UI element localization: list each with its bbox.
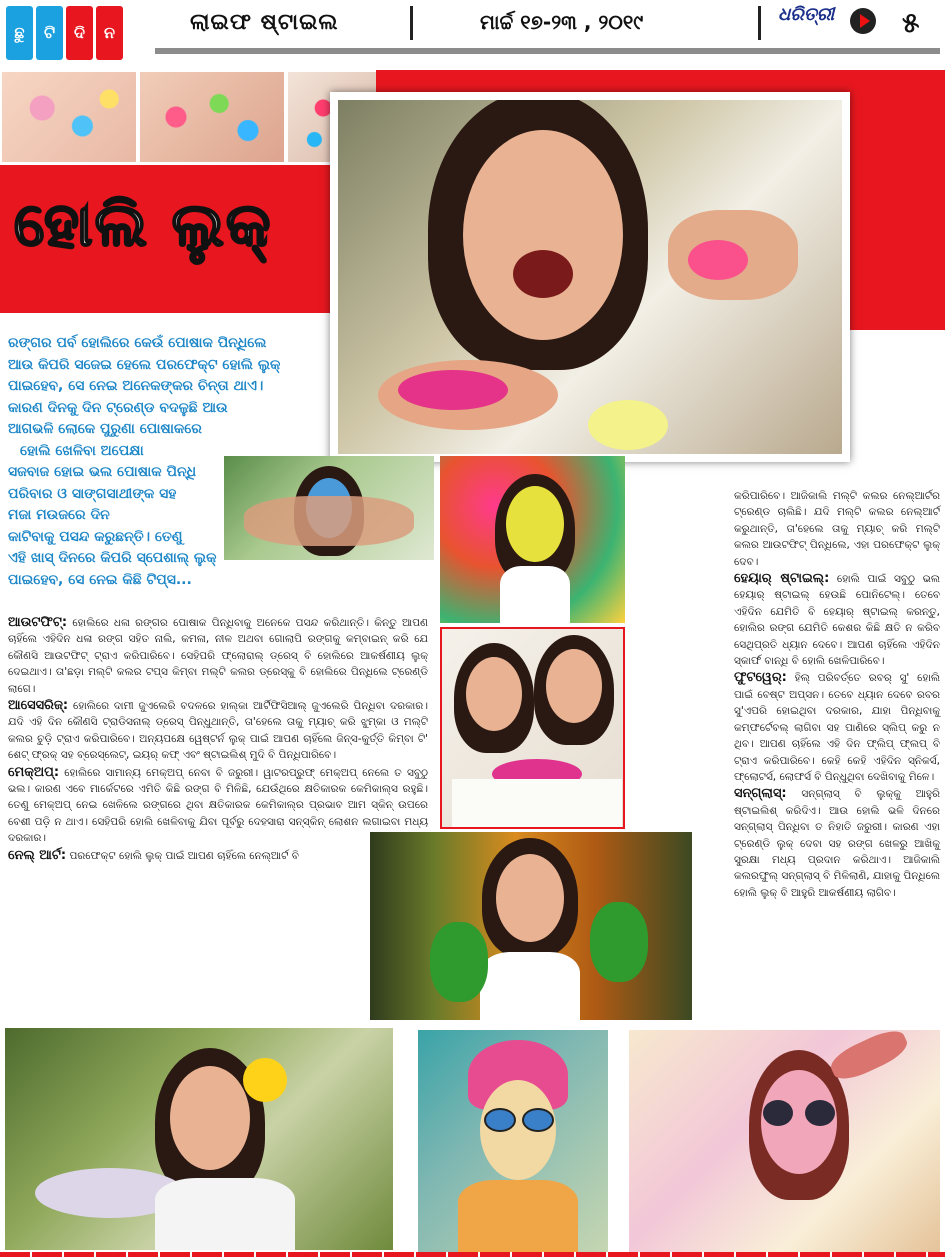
section-heading: ଆସେସରିଜ୍:: [8, 698, 69, 714]
article-paragraph: [734, 488, 940, 570]
photo-girl-round-glasses: [629, 1030, 940, 1252]
section-heading: ନେଲ୍ ଆର୍ଟ:: [8, 847, 67, 863]
section-text: ପରଫେକ୍ଟ ହୋଲି ଲୁକ୍ ପାଇଁ ଆପଣ ଚାହିଁଲେ ନେଲ୍‌ଆର୍ଟ ବି: [69, 849, 299, 862]
section-text: ହୋଲିରେ ଧଳା ରଙ୍ଗର ପୋଷାକ ପିନ୍ଧିବାକୁ ଅନେକେ ପସନ୍ଦ କରିଥାନ୍ତି। କିନ୍ତୁ ଆପଣ ଚାହିଁଲେ ଏହିଦିନ ଧଳା ରଙ୍ଗ ସହିତ ନାଲି, କମଳା, ନୀଳ ଅଥବା ଗୋଲାପି ରଙ୍ଗକୁ କମ୍ବାଇନ୍ କରି ଯେ କୌଣସି ଆଉଟଫିଟ୍ ଟ୍ରାଏ କରିପାରିବେ। ସେହିପରି ଫ୍ଲୋରାଲ୍ ଡ୍ରେସ୍ ବି ହୋଲିରେ ଆକର୍ଷଣୀୟ ଲୁକ୍ ଦେଇଥାଏ। ତା'ଛଡ଼ା ମଲ୍ଟି କଲର ଟପ୍ସ କିମ୍ବା ମଲ୍ଟି କଲର ଡ୍ରେସ୍‌କୁ ବି ହୋଲିରେ ପିନ୍ଧିଲେ ଟ୍ରେଣ୍ଡି ଲାଗେ।: [8, 617, 428, 695]
article-paragraph: [734, 571, 940, 669]
article-paragraph: [8, 698, 428, 764]
intro-line: କାଟିବାକୁ ପସନ୍ଦ କରୁଛନ୍ତି। ତେଣୁ: [8, 528, 183, 545]
header-rule: [155, 48, 940, 54]
intro-line: ପାଇହେବ, ସେ ନେଇ କିଛି ଟିପ୍ସ...: [8, 571, 192, 588]
section-heading: ଫୁଟୱେର୍:: [734, 670, 787, 686]
intro-line: ମଜା ମଉଜରେ ଦିନ: [8, 507, 110, 523]
section-text: ସନ୍‌ଗ୍ଲାସ୍ ବି ଲୁକ୍‌କୁ ଆହୁରି ଷ୍ଟାଇଲିଶ୍ କରିଦିଏ। ଆଉ ହୋଲି ଭଳି ଦିନରେ ସନ୍‌ଗ୍ଲାସ୍ ପିନ୍ଧିବା ତ ନିହାତି ଜରୁରୀ। କାରଣ ଏହା ଟ୍ରେଣ୍ଡି ଲୁକ୍ ଦେବା ସହ ରଙ୍ଗ ଖେଳରୁ ଆଖିକୁ ସୁରକ୍ଷା ମଧ୍ୟ ପ୍ରଦାନ କରିଥାଏ। ଆଜିକାଲି କଲରଫୁଲ୍ ସନ୍‌ଗ୍ଲାସ୍ ବି ମିଳିଲାଣି, ଯାହାକୁ ପିନ୍ଧିଲେ ହୋଲି ଲୁକ୍ ବି ଆହୁରି ଆକର୍ଷଣୀୟ ଲାଗିବ।: [734, 788, 941, 899]
intro-line: କାରଣ ଦିନକୁ ଦିନ ଟ୍ରେଣ୍ଡ ବଦଳୁଛି ଆଉ: [8, 399, 228, 416]
section-text: ହୋଲିରେ ସାମାନ୍ୟ ମେକ୍‌ଅପ୍ ନେବା ବି ଜରୁରୀ। ୱାଟରପ୍ରୁଫ୍ ମେକ୍‌ଅପ୍ ନେଲେ ତ ସବୁଠୁ ଭଲ। କାରଣ ଏବେ ମାର୍କେଟରେ ଏମିତି କିଛି ରଙ୍ଗ ବି ମିଳିଛି, ଯେଉଁଥିରେ କ୍ଷତିକାରକ କେମିକାଲ୍ସ ରହୁଛି। ତେଣୁ ମେକ୍‌ଅପ୍ ନେଇ ଖେଳିଲେ ରଙ୍ଗରେ ଥିବା କ୍ଷତିକାରକ କେମିକାଲ୍‌ର ପ୍ରଭାବ ଆମ ସ୍କିନ୍ ଉପରେ ବେଶୀ ପଡ଼ି ନ ଥାଏ। ସେହିପରି ହୋଲି ଖେଳିବାକୁ ଯିବା ପୂର୍ବରୁ ଦେହସାରା ସନ୍‌ସ୍କିନ୍ ଲୋଶନ ଲଗାଇବା ମଧ୍ୟ ଦରକାର।: [8, 766, 428, 845]
brand-letter: ନ: [96, 6, 123, 60]
divider: [758, 6, 761, 40]
section-text: ହୋଲି ପାଇଁ ସବୁଠୁ ଭଲ ହେୟାର୍ ଷ୍ଟାଇଲ୍ ହେଉଛି ପୋନିଟେଲ୍। ତେବେ ଏହିଦିନ ଯେମିତି ବି ହେୟାର୍ ଷ୍ଟାଇଲ୍ କରନ୍ତୁ, ହୋଲିର ରଙ୍ଗ ଯେମିତି କେଶର କିଛି କ୍ଷତି ନ କରିବ ସେଥିପ୍ରତି ଧ୍ୟାନ ଦେବେ। ଆପଣ ଚାହିଁଲେ ଏହିଦିନ ସ୍କାର୍ଫ ବାନ୍ଧି ବି ହୋଲି ଖେଳିପାରିବେ।: [734, 573, 940, 668]
section-title: ଲାଇଫ ଷ୍ଟାଇଲ: [190, 10, 339, 35]
section-text: ହୋଲିରେ ଦାମୀ ଜୁଏଲେରି ବଦଳରେ ହାଲ୍‌କା ଆର୍ଟିଫିସିଆଲ୍ ଜୁଏଲେରି ପିନ୍ଧିବା ଦରକାର। ଯଦି ଏହି ଦିନ କୌଣସି ଟ୍ରାଡିସନାଲ୍ ଡ୍ରେସ୍ ପିନ୍ଧୁଥାନ୍ତି, ତା'ହେଲେ ତାକୁ ମ୍ୟାଚ୍ କରି ଝୁମ୍‌କା ଓ ମଲ୍ଟି କଲର ଚୁଡ଼ି ଟ୍ରାଏ କରିପାରିବେ। ଅନ୍ୟପକ୍ଷେ ୱେଷ୍ଟର୍ନ ଲୁକ୍ ପାଇଁ ଆପଣ ଚାହିଁଲେ ଜିନ୍ସ-କୁର୍ତ୍ତି କିମ୍ବା ଟି' ଶେଟ୍ ଫ୍ରକ୍ ସହ ବ୍ରେସ୍‌ଲେଟ୍, ଇୟର୍ କଫ୍ ଏବଂ ଷ୍ଟାଇଲିଶ୍ ମୁଦି ବି ପିନ୍ଧିପାରିବେ।: [8, 700, 428, 762]
play-icon: [850, 8, 876, 34]
nail-art-photo: [0, 70, 138, 164]
issue-date: ମାର୍ଚ୍ଚ ୧୭-୨୩ , ୨୦୧୯: [480, 10, 644, 34]
photo-girl-sunglasses-scarf: [418, 1030, 608, 1252]
divider: [410, 6, 413, 40]
article-paragraph: [734, 786, 940, 901]
intro-line: ହୋଲି ଖେଳିବା ଅପେକ୍ଷା: [20, 442, 144, 459]
article-column-left: [8, 615, 428, 865]
article-paragraph: [8, 848, 428, 864]
article-paragraph: [8, 765, 428, 847]
page-number: ୫: [902, 6, 920, 39]
intro-line: ଆଗଭଳି ଲୋକେ ପୁରୁଣା ପୋଷାକରେ: [8, 421, 202, 437]
article-paragraph: [734, 670, 940, 785]
section-heading: ହେୟାର୍ ଷ୍ଟାଇଲ୍:: [734, 571, 830, 587]
intro-line: ପରିବାର ଓ ସାଙ୍ଗସାଥୀଙ୍କ ସହ: [8, 485, 177, 502]
brand-letter: ଟି: [36, 6, 63, 60]
headline: ହୋଲି ଲୁକ୍: [14, 190, 273, 260]
photo-girl-blowing-color: [440, 456, 625, 623]
newspaper-logo: ଧରିତ୍ରୀ: [778, 4, 835, 25]
section-heading: ସନ୍‌ଗ୍ଲାସ୍:: [734, 786, 787, 802]
article-paragraph: [8, 615, 428, 697]
red-banner: [848, 100, 945, 330]
photo-two-friends: [440, 627, 625, 829]
nail-art-photo: [138, 70, 286, 164]
section-heading: ଆଉଟଫିଟ୍:: [8, 615, 68, 630]
intro-line: ସଜବାଜ ହୋଇ ଭଲ ପୋଷାକ ପିନ୍ଧି: [8, 464, 197, 480]
photo-woman-yellow-flower: [5, 1028, 393, 1250]
photo-woman-colors: [224, 456, 434, 560]
brand-letter: ଛୁ: [6, 6, 33, 60]
intro-line: ଏହି ଖାସ୍ ଦିନରେ କିପରି ସ୍ପେଶାଲ୍ ଲୁକ୍: [8, 550, 217, 566]
intro-line: ପାଇହେବ, ସେ ନେଇ ଅନେକଙ୍କର ଚିନ୍ତା ଥାଏ।: [8, 378, 264, 394]
brand-letter: ଦି: [66, 6, 93, 60]
intro-line: ଆଉ କିପରି ସଜେଇ ହେଲେ ପରଫେକ୍ଟ ହୋଲି ଲୁକ୍: [8, 356, 281, 373]
footer-rule: [0, 1252, 945, 1257]
brand-logo: [6, 6, 123, 60]
hero-photo: [330, 92, 850, 462]
article-column-right: [734, 488, 940, 902]
intro-line: ରଙ୍ଗର ପର୍ବ ହୋଲିରେ କେଉଁ ପୋଷାକ ପିନ୍ଧିଲେ: [8, 335, 267, 351]
section-text: ହିଲ୍ ପରିବର୍ତ୍ତେ ରବର୍ ସୁ' ହୋଲି ପାଇଁ ବେଷ୍ଟ ଅପ୍ସନ। ତେବେ ଧ୍ୟାନ ଦେବେ ରବର ସୁ'ଏପରି ହୋଇଥିବା ଦରକାର, ଯାହା ପିନ୍ଧିବାକୁ କମ୍ଫର୍ଟେବଲ୍ ଲାଗିବା ସହ ପାଣିରେ ସ୍ଲିପ୍ କରୁ ନ ଥିବ। ଆପଣ ଚାହିଁଲେ ଏହି ଦିନ ଫ୍ଲିପ୍ ଫ୍ଲପ୍ ବି ଟ୍ରାଏ କରିପାରିବେ। କେହି କେହି ଏହିଦିନ ସ୍ନିକର୍ସ, ଫ୍ଲୋଟର୍ସ, ଲୋଫର୍ସ ବି ପିନ୍ଧୁଥିବା ଦେଖିବାକୁ ମିଳେ।: [734, 672, 940, 783]
section-heading: ମେକ୍‌ଅପ୍:: [8, 764, 60, 780]
section-text: କରିପାରିବେ। ଆଜିକାଲି ମଲ୍ଟି କଲର ନେଲ୍‌ଆର୍ଟର ଟ୍ରେଣ୍ଡ ଚାଲିଛି। ଯଦି ମଲ୍ଟି କଲର ନେଲ୍‌ଆର୍ଟ କରୁଥାନ୍ତି, ତା'ହେଲେ ତାକୁ ମ୍ୟାଚ୍ କରି ମଲ୍ଟି କଲର ଆଉଟଫିଟ୍ ପିନ୍ଧିଲେ, ଏହା ପରଫେକ୍ଟ ଲୁକ୍ ଦେବ।: [734, 490, 940, 568]
